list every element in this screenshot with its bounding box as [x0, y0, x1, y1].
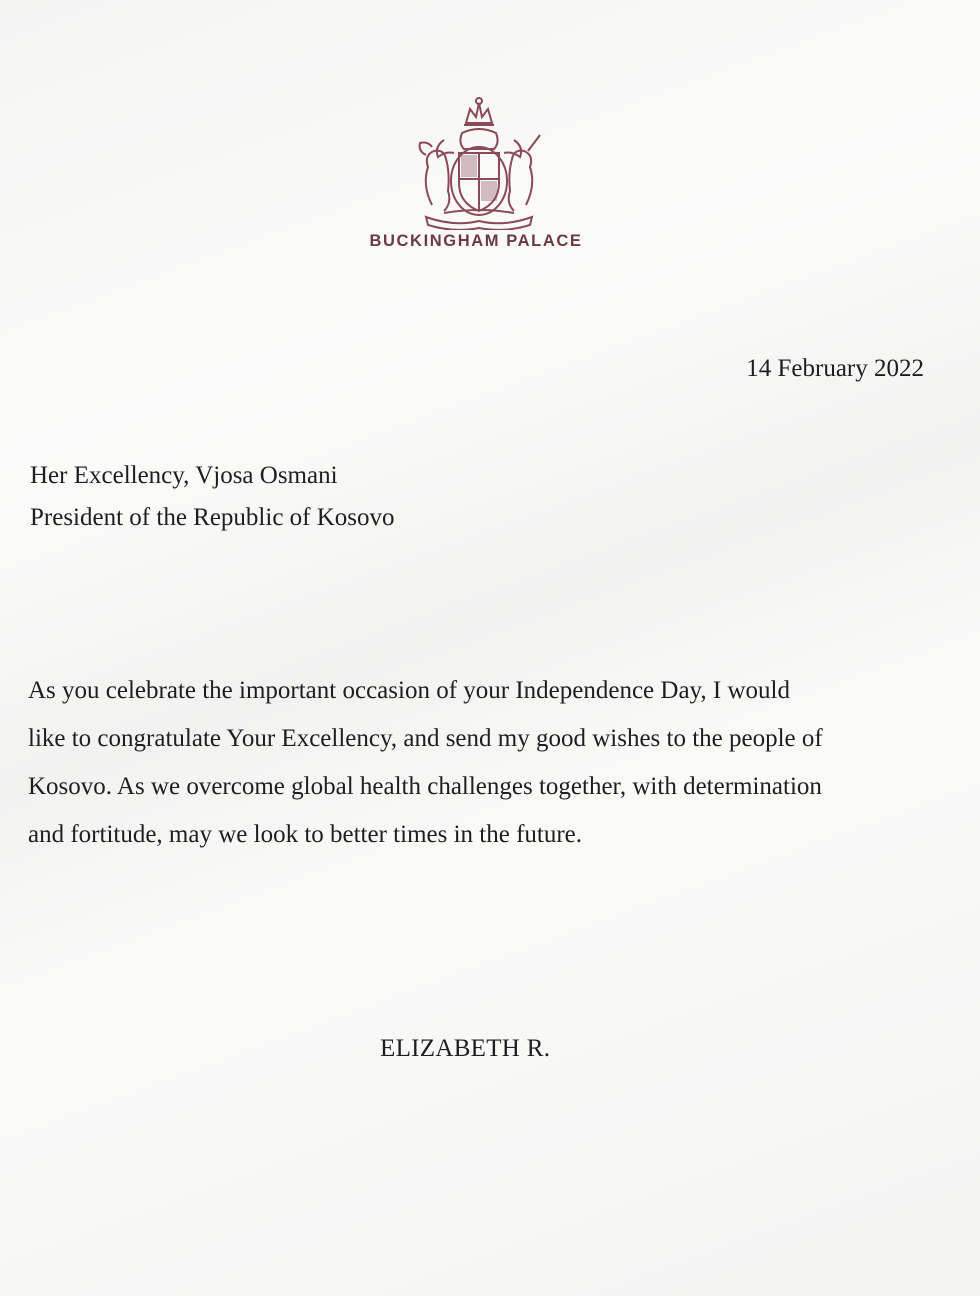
royal-coat-of-arms-icon — [404, 95, 554, 230]
body-line: As you celebrate the important occasion of your Independence Day, I would — [28, 677, 790, 704]
body-line: and fortitude, may we look to better times in the future. — [28, 821, 583, 848]
letter-body — [28, 667, 928, 859]
recipient-block — [30, 455, 395, 539]
letter-date: 14 February 2022 — [746, 355, 924, 382]
signature: ELIZABETH R. — [380, 1035, 551, 1062]
body-line: like to congratulate Your Excellency, and send my good wishes to the people of — [28, 725, 823, 752]
recipient-name: Her Excellency, Vjosa Osmani — [30, 462, 338, 489]
body-line: Kosovo. As we overcome global health challenges together, with determination — [28, 773, 822, 800]
letterhead-title: BUCKINGHAM PALACE — [369, 232, 583, 250]
recipient-title: President of the Republic of Kosovo — [30, 504, 395, 531]
